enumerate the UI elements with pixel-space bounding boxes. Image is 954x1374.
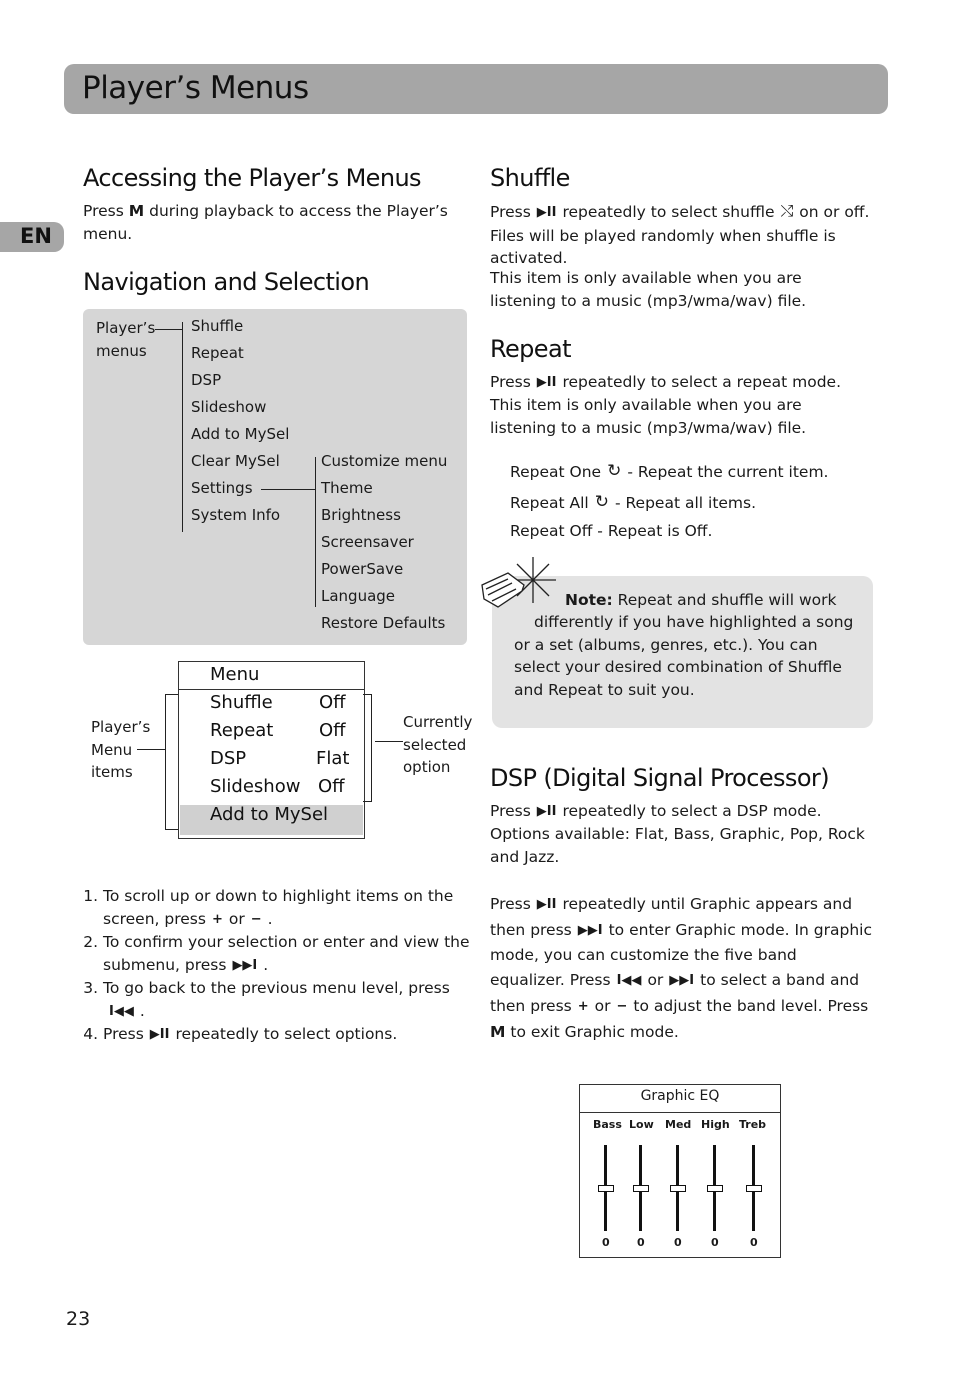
repeat-all-desc: - Repeat all items. <box>614 494 757 512</box>
step-item <box>103 1023 483 1047</box>
dsp-heading: DSP (Digital Signal Processor) <box>490 764 829 792</box>
plus-icon: + <box>577 998 589 1014</box>
settings-item: Brightness <box>321 506 401 524</box>
m-key: M <box>490 1022 506 1041</box>
dsp-text-a: Press <box>490 802 531 820</box>
screen-row-label: Repeat <box>210 720 274 741</box>
step-4-text: Press <box>103 1025 144 1043</box>
dsp-text <box>490 800 870 824</box>
graphic-text-a: Press <box>490 895 531 913</box>
note-text-1: Repeat and shuffle will work <box>612 591 837 609</box>
step-1-end: . <box>267 909 273 928</box>
menu-tree-label-2: menus <box>96 342 147 360</box>
step-4-end: repeatedly to select options. <box>175 1025 398 1043</box>
play-pause-icon: ▶II <box>536 897 557 912</box>
screen-row-value: Off <box>319 692 346 713</box>
graphic-text-or2: or <box>594 996 611 1015</box>
step-2-text: To confirm your selection or enter and view the submenu, press <box>103 933 470 974</box>
note-text: differently if you have highlighted a song or a set (albums, genres, etc.). You can select your desired combination of Shuffle and Repeat to suit you. <box>514 613 854 699</box>
menu-items-caption-1: Player’s <box>91 718 151 736</box>
shuffle-heading: Shuffle <box>490 164 570 192</box>
language-label: EN <box>20 224 52 248</box>
settings-item: Theme <box>321 479 373 497</box>
accessing-text-b: during playback to access the Player’s menu. <box>83 202 448 243</box>
previous-icon: I◀◀ <box>109 1003 134 1019</box>
settings-vertical-line <box>315 457 316 607</box>
graphic-text-or: or <box>647 971 664 990</box>
tree-connector <box>155 329 182 330</box>
next-icon: ▶▶I <box>669 973 695 989</box>
eq-slider-knob[interactable] <box>633 1185 649 1192</box>
shuffle-text-b: repeatedly to select shuffle <box>562 203 775 221</box>
eq-slider-knob[interactable] <box>707 1185 723 1192</box>
accessing-heading: Accessing the Player’s Menus <box>83 164 421 192</box>
repeat-heading: Repeat <box>490 335 571 363</box>
player-screen <box>178 661 365 839</box>
screen-row-value: Flat <box>316 748 350 769</box>
menu-item: DSP <box>191 371 222 389</box>
menu-items-caption-3: items <box>91 763 133 781</box>
repeat-one-label: Repeat One <box>510 463 602 481</box>
step-1-text: To scroll up or down to highlight items on the screen, press <box>103 887 454 928</box>
note-first-line <box>565 589 836 612</box>
settings-item: Language <box>321 587 396 605</box>
settings-item: Restore Defaults <box>321 614 446 632</box>
graphic-text-f: to exit Graphic mode. <box>510 1022 679 1041</box>
plus-icon: + <box>211 911 223 927</box>
next-icon: ▶▶I <box>577 922 603 938</box>
navigation-heading: Navigation and Selection <box>83 268 370 296</box>
tree-vertical-line <box>182 322 183 532</box>
graphic-text-c: to enter Graphic mode. In graphic mode, you can customize the five band equalizer. Press <box>490 920 872 990</box>
selected-caption-2: selected <box>403 735 467 754</box>
repeat-one-line <box>510 461 828 481</box>
play-pause-icon: ▶II <box>536 375 557 390</box>
next-icon: ▶▶I <box>232 957 258 973</box>
page-title: Player’s Menus <box>82 70 309 106</box>
step-item <box>103 977 483 1023</box>
eq-band-label: Low <box>629 1118 654 1131</box>
repeat-text-a: Press <box>490 373 531 391</box>
step-2-end: . <box>263 955 269 974</box>
graphic-eq-instructions <box>490 892 876 1044</box>
eq-band-level: 0 <box>750 1236 758 1249</box>
settings-item: Customize menu <box>321 452 448 470</box>
step-item <box>103 931 483 977</box>
eq-band-level: 0 <box>711 1236 719 1249</box>
menu-item: Slideshow <box>191 398 267 416</box>
menu-items-caption-2: Menu <box>91 740 133 759</box>
repeat-availability: This item is only available when you are listening to a music (mp3/wma/wav) file. <box>490 396 807 437</box>
minus-icon: − <box>616 998 628 1014</box>
dsp-text-b: repeatedly to select a DSP mode. <box>562 802 822 820</box>
repeat-all-icon: ↻ <box>594 492 609 512</box>
menu-item: Repeat <box>191 344 244 362</box>
play-pause-icon: ▶II <box>536 205 557 220</box>
eq-slider-knob[interactable] <box>746 1185 762 1192</box>
menu-items-list <box>191 313 289 529</box>
repeat-one-icon: ↻ <box>607 461 622 481</box>
repeat-all-label: Repeat All <box>510 494 589 512</box>
menu-item: System Info <box>191 506 281 524</box>
note-label: Note: <box>565 591 613 609</box>
settings-item: Screensaver <box>321 533 414 551</box>
dsp-options: Options available: Flat, Bass, Graphic, Pop, Rock and Jazz. <box>490 825 865 866</box>
eq-band-level: 0 <box>602 1236 610 1249</box>
screen-row-label: DSP <box>210 748 247 769</box>
screen-highlight-label: Add to MySel <box>210 804 329 825</box>
eq-slider-knob[interactable] <box>670 1185 686 1192</box>
eq-band-label: Treb <box>739 1118 767 1131</box>
menu-tree-box <box>83 309 467 645</box>
repeat-text <box>490 371 870 395</box>
selected-caption-3: option <box>403 758 451 776</box>
step-3-end: . <box>139 1001 145 1020</box>
settings-item: PowerSave <box>321 560 404 578</box>
step-3-text: To go back to the previous menu level, press <box>103 979 450 997</box>
accessing-text-a: Press <box>83 202 129 220</box>
menu-item: Shuffle <box>191 317 244 335</box>
eq-band-level: 0 <box>637 1236 645 1249</box>
previous-icon: I◀◀ <box>616 973 642 989</box>
graphic-text-b: repeatedly until Graphic appears and then press <box>490 895 853 939</box>
screen-row-label: Shuffle <box>210 692 273 713</box>
eq-band-level: 0 <box>674 1236 682 1249</box>
graphic-text-d: to select a band and then press <box>490 971 860 1015</box>
repeat-one-desc: - Repeat the current item. <box>627 463 829 481</box>
right-bracket <box>363 694 372 802</box>
shuffle-availability: This item is only available when you are listening to a music (mp3/wma/wav) file. <box>490 269 807 310</box>
menu-tree-label <box>96 317 155 363</box>
shuffle-icon: ⤭ <box>780 201 794 220</box>
eq-slider-knob[interactable] <box>598 1185 614 1192</box>
step-1-or: or <box>228 909 245 928</box>
screen-row-value: Off <box>318 776 345 797</box>
shuffle-text-c: on or off. Files will be played randomly when shuffle is activated. <box>490 203 870 267</box>
minus-icon: − <box>250 911 262 927</box>
screen-row-value: Off <box>319 720 346 741</box>
accessing-text <box>83 200 453 245</box>
left-caption-line <box>137 749 165 750</box>
eq-title: Graphic EQ <box>640 1088 720 1104</box>
play-pause-icon: ▶II <box>149 1027 170 1042</box>
note-hand-icon <box>478 555 558 615</box>
eq-band-label: Med <box>665 1118 692 1131</box>
graphic-text-e: to adjust the band level. Press <box>633 996 869 1015</box>
right-caption-line <box>375 741 403 742</box>
screen-row-label: Slideshow <box>210 776 301 797</box>
shuffle-text-a: Press <box>490 203 531 221</box>
eq-band-label: High <box>701 1118 730 1131</box>
title-bar <box>64 64 888 114</box>
repeat-off-line: Repeat Off - Repeat is Off. <box>510 522 713 540</box>
shuffle-text <box>490 200 870 270</box>
repeat-text-b: repeatedly to select a repeat mode. <box>562 373 841 391</box>
screen-header: Menu <box>210 664 260 685</box>
selected-caption-1: Currently <box>403 713 473 731</box>
menu-tree-label-1: Player’s <box>96 319 156 337</box>
repeat-all-line <box>510 492 756 512</box>
graphic-eq-panel <box>579 1084 781 1258</box>
m-key: M <box>128 202 145 220</box>
step-item <box>103 885 483 931</box>
menu-item: Settings <box>191 479 253 497</box>
play-pause-icon: ▶II <box>536 804 557 819</box>
selected-option-caption <box>403 711 472 779</box>
steps-list <box>83 885 483 1047</box>
page-number: 23 <box>66 1308 91 1330</box>
language-tab <box>0 222 64 252</box>
settings-items-list <box>321 448 447 637</box>
eq-band-label: Bass <box>593 1118 622 1131</box>
menu-item: Clear MySel <box>191 452 280 470</box>
menu-item: Add to MySel <box>191 425 290 443</box>
screen-divider <box>179 689 364 690</box>
eq-divider <box>580 1112 780 1113</box>
